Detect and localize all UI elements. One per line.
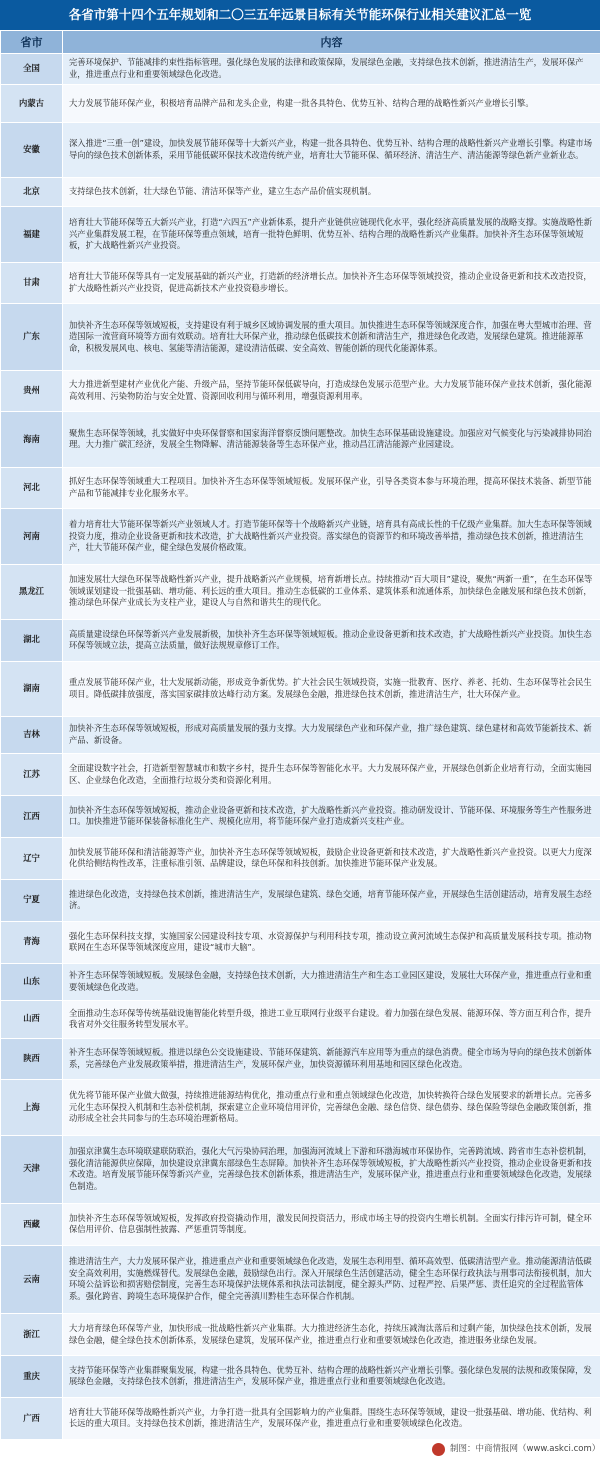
- province-cell: 重庆: [1, 1355, 63, 1397]
- table-row: [1, 412, 600, 467]
- table-row: [1, 661, 600, 716]
- province-cell: 云南: [1, 1245, 63, 1313]
- province-cell: 湖北: [1, 619, 63, 661]
- table-row: [1, 879, 600, 921]
- table-row: [1, 837, 600, 879]
- table-row: [1, 177, 600, 207]
- province-cell: 甘肃: [1, 262, 63, 304]
- province-cell: 陕西: [1, 1038, 63, 1080]
- table-row: [1, 467, 600, 509]
- province-cell: 内蒙古: [1, 85, 63, 122]
- content-cell: 高质量建设绿色环保等新兴产业发展新极，加快补齐生态环保等领域短板。推动企业设备更新和技术改造，扩大战略性新兴产业投资。加快生态环保等领域立法，提高立法质量，做好法规规章修订工作。: [63, 619, 600, 661]
- content-cell: 聚焦生态环保等领域，扎实做好中央环保督察和国家海洋督察反馈问题整改。加快生态环保基础设施建设。加强应对气候变化与污染减排协同治理。大力推广碳汇经济，发展全生物降解、清洁能源装备等生态环保产业，推动昌江清洁能源产业园建设。: [63, 412, 600, 467]
- content-cell: 培育壮大节能环保等五大新兴产业，打造“六四五”产业新体系，提升产业链供应链现代化水平，强化经济高质量发展的战略支撑。实施战略性新兴产业集群发展工程，在节能环保等重点领域，培育一批特色鲜明、优势互补、结构合理的战略性新兴产业集群。加快补齐生态环保等领域短板，扩大战略性新兴产业投资。: [63, 207, 600, 262]
- content-cell: 加快补齐生态环保等领域短板，推动企业设备更新和技术改造，扩大战略性新兴产业投资。推动研发设计、节能环保、环境服务等生产性服务进口。加快推进节能环保装备标准化生产、规模化应用，将节能环保产业打造成新兴支柱产业。: [63, 796, 600, 838]
- table-row: [1, 1038, 600, 1080]
- content-cell: 加快补齐生态环保等领域短板，发挥政府投资撬动作用，激发民间投资活力，形成市场主导的投资内生增长机制。全面实行排污许可制，健全环保信用评价、信息强制性披露、严惩重罚等制度。: [63, 1203, 600, 1245]
- province-cell: 青海: [1, 921, 63, 963]
- province-cell: 浙江: [1, 1314, 63, 1356]
- province-cell: 西藏: [1, 1203, 63, 1245]
- province-cell: 辽宁: [1, 837, 63, 879]
- content-cell: 支持节能环保等产业集群聚集发展，构建一批各具特色、优势互补、结构合理的战略性新兴产业增长引擎。强化绿色发展的法规和政策保障，发展绿色金融，支持绿色技术创新，推进清洁生产，发展环保产业，推进重点行业和重要领域绿色化改造。: [63, 1355, 600, 1397]
- content-cell: 加快补齐生态环保等领域短板，形成对高质量发展的强力支撑。大力发展绿色产业和环保产业，推广绿色建筑、绿色建材和高效节能新技术、新产品、新设备。: [63, 716, 600, 753]
- province-cell: 河北: [1, 467, 63, 509]
- province-cell: 全国: [1, 54, 63, 85]
- askci-logo-icon: [432, 1443, 445, 1456]
- table-row: [1, 1397, 600, 1439]
- table-row: [1, 921, 600, 963]
- table-row: [1, 207, 600, 262]
- province-cell: 广东: [1, 304, 63, 370]
- table-row: [1, 1203, 600, 1245]
- province-cell: 海南: [1, 412, 63, 467]
- province-cell: 天津: [1, 1135, 63, 1203]
- province-cell: 河南: [1, 509, 63, 564]
- table-row: [1, 122, 600, 177]
- table-row: [1, 1245, 600, 1313]
- table-row: [1, 619, 600, 661]
- table-row: [1, 963, 600, 1000]
- content-cell: 推进清洁生产，大力发展环保产业，推进重点产业和重要领域绿色化改造，发展生态利用型、循环高效型、低碳清洁型产业。推动能源清洁低碳安全高效利用，实施燃煤替代。发展绿色金融，鼓励绿色出行。深入开展绿色生活创建活动，健全生态环保行政执法与刑事司法衔接机制，加大环境公益诉讼和损害赔偿制度，完善生态环境保护法规体系和执法司法制度，健全源头严防、过程严控、后果严惩、责任追究的全过程监管体系。强化跨省、跨境生态环境保护合作，健全完善滇川黔桂生态环保合作机制。: [63, 1245, 600, 1313]
- content-cell: 加强京津冀生态环境联建联防联治，强化大气污染协同治理，加强海河流域上下游和环渤海城市环保协作，完善跨流域、跨省市生态补偿机制，强化清洁能源供应保障，加快建设京津冀东部绿色生态屏障。加快补齐生态环保等领域短板，扩大战略性新兴产业投资，推动企业设备更新和技术改造。培育发展节能环保等新兴产业，完善绿色技术创新体系，推进清洁生产，发展环保产业，推进重点行业和重要领域绿色化改造，发展绿色制造。: [63, 1135, 600, 1203]
- table-row: [1, 1314, 600, 1356]
- table-row: [1, 716, 600, 753]
- content-cell: 完善环境保护、节能减排约束性指标管理。强化绿色发展的法律和政策保障，发展绿色金融，支持绿色技术创新，推进清洁生产，发展环保产业，推进重点行业和重要领域绿色化改造。: [63, 54, 600, 85]
- page-title: 各省市第十四个五年规划和二〇三五年远景目标有关节能环保行业相关建议汇总一览: [0, 0, 600, 30]
- footer: [0, 1440, 600, 1459]
- content-cell: 重点发展节能环保产业，壮大发展新动能，形成竞争新优势。扩大社会民生领域投资，实施一批教育、医疗、养老、托幼、生态环保等社会民生项目。降低碳排放强度，落实国家碳排放达峰行动方案。发展绿色金融，推进绿色技术创新，推进清洁生产，壮大环保产业。: [63, 661, 600, 716]
- province-cell: 贵州: [1, 370, 63, 412]
- footer-credit: 制图：中商情报网（www.askci.com）: [450, 1444, 600, 1454]
- province-cell: 江西: [1, 796, 63, 838]
- content-cell: 强化生态环保科技支撑，实施国家公园建设科技专项、水资源保护与利用科技专项，推动设立黄河流域生态保护和高质量发展科技专项。推动物联网在生态环保等领域深度应用，建设“城市大脑”。: [63, 921, 600, 963]
- table-row: [1, 54, 600, 85]
- province-cell: 北京: [1, 177, 63, 207]
- content-cell: 支持绿色技术创新，壮大绿色节能、清洁环保等产业，建立生态产品价值实现机制。: [63, 177, 600, 207]
- province-cell: 宁夏: [1, 879, 63, 921]
- content-cell: 全面推动生态环保等传统基础设施智能化转型升级，推进工业互联网行业级平台建设。着力加强在绿色发展、能源环保、等方面互利合作，提升我省对外交往服务转型发展水平。: [63, 1001, 600, 1038]
- column-header-content: 内容: [63, 31, 600, 54]
- content-cell: 大力发展节能环保产业，积极培育品牌产品和龙头企业，构建一批各具特色、优势互补、结构合理的战略性新兴产业增长引擎。: [63, 85, 600, 122]
- table-row: [1, 1355, 600, 1397]
- table-body: [1, 54, 600, 1440]
- content-cell: 补齐生态环保等领域短板。发展绿色金融，支持绿色技术创新，大力推进清洁生产和生态工业园区建设，发展壮大环保产业，推进重点行业和重要领域绿色化改造。: [63, 963, 600, 1000]
- content-cell: 全面建设数字社会，打造新型智慧城市和数字乡村，提升生态环保等智能化水平。大力发展环保产业，开展绿色创新企业培育行动，全面实施园区、企业绿色化改造，全面推行垃圾分类和资源化利用。: [63, 754, 600, 796]
- table-row: [1, 564, 600, 619]
- table-row: [1, 304, 600, 370]
- proposals-table: [0, 30, 600, 1440]
- province-cell: 吉林: [1, 716, 63, 753]
- table-row: [1, 1135, 600, 1203]
- content-cell: 深入推进“三重一创”建设，加快发展节能环保等十大新兴产业，构建一批各具特色、优势互补、结构合理的战略性新兴产业增长引擎。构建市场导向的绿色技术创新体系，采用节能低碳环保技术改造传统产业，培育壮大节能环保、循环经济、清洁生产、清洁能源等绿色新产业新业态。: [63, 122, 600, 177]
- content-cell: 推进绿色化改造，支持绿色技术创新，推进清洁生产，发展绿色建筑、绿色交通，培育节能环保产业，开展绿色生活创建活动，培育发展生态经济。: [63, 879, 600, 921]
- content-cell: 大力推进新型建材产业优化产能、升级产品，坚持节能环保低碳导向，打造成绿色发展示范型产业。大力发展节能环保产业技术创新，强化能源高效利用、污染物防治与安全处置、资源回收利用与循环利用，增强资源利用率。: [63, 370, 600, 412]
- content-cell: 加快发展节能环保和清洁能源等产业，加快补齐生态环保等领域短板，鼓励企业设备更新和技术改造，扩大战略性新兴产业投资。以更大力度深化供给侧结构性改革，注重标准引领、品牌建设，绿色环保和科技创新。加快推进节能环保产业发展。: [63, 837, 600, 879]
- province-cell: 安徽: [1, 122, 63, 177]
- column-header-province: 省市: [1, 31, 63, 54]
- table-row: [1, 262, 600, 304]
- table-row: [1, 1080, 600, 1135]
- province-cell: 福建: [1, 207, 63, 262]
- table-header-row: [1, 31, 600, 54]
- content-cell: 培育壮大节能环保等战略性新兴产业，力争打造一批具有全国影响力的产业集群。围绕生态环保等领域，建设一批强基础、增功能、优结构、利长远的重大项目。支持绿色技术创新，推进清洁生产，发展环保产业，推进重点行业和重要领域绿色化改造。: [63, 1397, 600, 1439]
- content-cell: 补齐生态环保等领域短板。推进以绿色公交设施建设、节能环保建筑、新能源汽车应用等为重点的绿色消费。健全市场为导向的绿色技术创新体系，完善绿色产业发展政策举措，推进清洁生产，发展环保产业，加快资源循环利用基地和园区绿色化改造。: [63, 1038, 600, 1080]
- province-cell: 黑龙江: [1, 564, 63, 619]
- table-row: [1, 754, 600, 796]
- province-cell: 江苏: [1, 754, 63, 796]
- content-cell: 大力培育绿色环保等产业，加快形成一批战略性新兴产业集群。大力推进经济生态化，持续压减淘汰落后和过剩产能，加快绿色技术创新，发展绿色金融，健全绿色技术创新体系，发展绿色建筑，发展环保产业，推进重点行业和重要领域绿色化改造，推进服务业绿色发展。: [63, 1314, 600, 1356]
- content-cell: 抓好生态环保等领域重大工程项目。加快补齐生态环保等领域短板。发展环保产业，引导各类资本参与环境治理，提高环保技术装备、新型节能产品和节能减排专业化服务水平。: [63, 467, 600, 509]
- table-row: [1, 370, 600, 412]
- content-cell: 优先将节能环保产业做大做强，持续推进能源结构优化，推动重点行业和重点领域绿色化改造，加快转换符合绿色发展要求的新增长点。完善多元化生态环保投入机制和生态补偿机制，探索建立企业环境信用评价，完善绿色金融、绿色信贷、绿色债券、绿色保险等绿色金融政策创新，推动形成全社会共同参与的生态环境治理新格局。: [63, 1080, 600, 1135]
- table-row: [1, 509, 600, 564]
- province-cell: 上海: [1, 1080, 63, 1135]
- province-cell: 广西: [1, 1397, 63, 1439]
- content-cell: 培育壮大节能环保等具有一定发展基础的新兴产业，打造新的经济增长点。加快补齐生态环保等领域投资，推动企业设备更新和技术改造投资，扩大战略性新兴产业投资，促进高新技术产业投资稳步增长。: [63, 262, 600, 304]
- content-cell: 加快补齐生态环保等领域短板，支持建设有利于城乡区域协调发展的重大项目。加快推进生态环保等领域深度合作，加强在粤大型城市治理、营造国际一流营商环境等方面有效联动。培育壮大环保产业，推动绿色低碳技术创新和清洁生产，推进绿色化改造，发展绿色建筑。推进能源革命，积极发展风电、核电、氢能等清洁能源，建设清洁低碳、安全高效、智能创新的现代化能源体系。: [63, 304, 600, 370]
- content-cell: 加速发展壮大绿色环保等战略性新兴产业，提升战略新兴产业规模，培育新增长点。持续推动“百大项目”建设，聚焦“两新一重”，在生态环保等领域谋划建设一批强基础、增功能、利长远的重大项目。推动生态低碳的工业体系、建筑体系和流通体系，加快绿色金融发展和绿色技术创新，推动绿色环保产业成长为支柱产业，建设人与自然和谐共生的现代化。: [63, 564, 600, 619]
- table-row: [1, 1001, 600, 1038]
- province-cell: 山东: [1, 963, 63, 1000]
- province-cell: 山西: [1, 1001, 63, 1038]
- table-row: [1, 85, 600, 122]
- content-cell: 着力培育壮大节能环保等新兴产业领域人才。打造节能环保等十个战略新兴产业链，培育具有高成长性的千亿级产业集群。加大生态环保等领域投资力度，推动企业设备更新和技术改造，扩大战略性新兴产业投资。落实绿色的资源节约和环境改善举措，推动绿色技术创新，推进清洁生产，壮大节能环保产业，健全绿色发展价格政策。: [63, 509, 600, 564]
- province-cell: 湖南: [1, 661, 63, 716]
- table-row: [1, 796, 600, 838]
